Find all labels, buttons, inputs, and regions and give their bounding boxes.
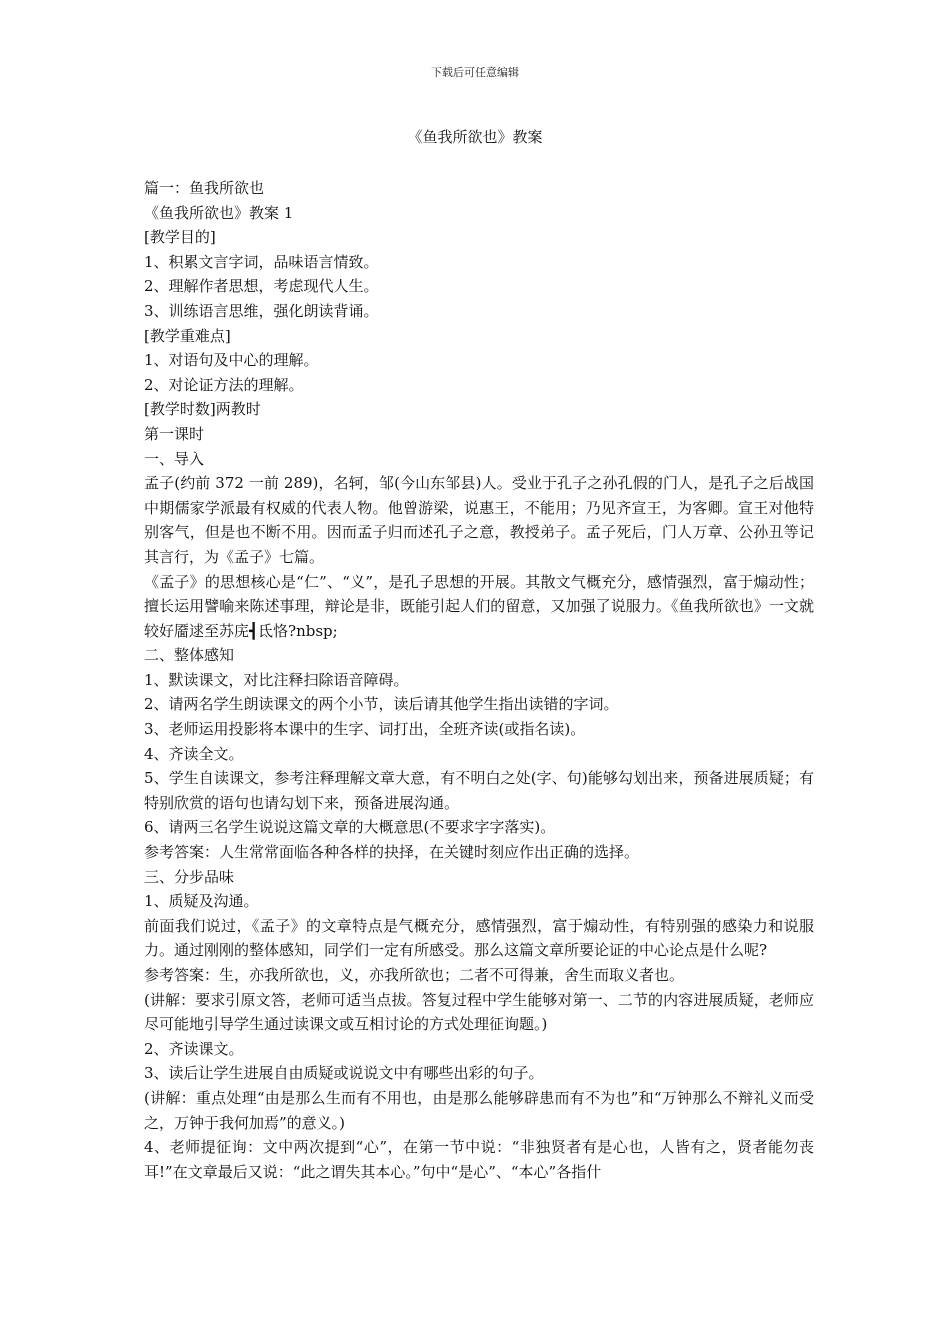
document-body — [144, 176, 814, 1184]
paragraph: 1、默读课文，对比注释扫除语音障碍。 — [144, 670, 409, 689]
paragraph: 1、对语句及中心的理解。 — [144, 351, 319, 370]
paragraph: [教学时数]两教时 — [144, 400, 261, 419]
paragraph: 三、分步品味 — [144, 867, 235, 886]
paragraph: [教学目的] — [144, 228, 216, 247]
paragraph: 4、齐读全文。 — [144, 744, 244, 763]
paragraph: 《孟子》的思想核心是“仁”、“义”，是孔子思想的开展。其散文气概充分，感情强烈，富于煽动性；擅长运用譬喻来陈述事理，辩论是非，既能引起人们的留意，又加强了说服力。《鱼我所欲也》一文就较好靥逑至苏庑┫氐恪?nbsp; — [144, 572, 814, 640]
paragraph: 4、老师提征询：文中两次提到“心”，在第一节中说：“非独贤者有是心也，人皆有之，贤者能勿丧耳!”在文章最后又说：“此之谓失其本心。”句中“是心”、“本心”各指什 — [144, 1138, 814, 1181]
page-header: 下载后可任意编辑 — [431, 66, 519, 79]
paragraph: 3、老师运用投影将本课中的生字、词打出，全班齐读(或指名读)。 — [144, 720, 586, 739]
paragraph: 2、理解作者思想，考虑现代人生。 — [144, 277, 379, 296]
paragraph: 篇一：鱼我所欲也 — [144, 179, 265, 197]
paragraph: 第一课时 — [144, 424, 205, 443]
paragraph: 5、学生自读课文，参考注释理解文章大意，有不明白之处(字、句)能够勾划出来，预备进展质疑；有特别欣赏的语句也请勾划下来，预备进展沟通。 — [144, 769, 814, 812]
paragraph: 3、读后让学生进展自由质疑或说说文中有哪些出彩的句子。 — [144, 1064, 544, 1083]
document-title: 《鱼我所欲也》教案 — [407, 128, 543, 146]
paragraph: 3、训练语言思维，强化朗读背诵。 — [144, 301, 379, 320]
paragraph: 2、对论证方法的理解。 — [144, 375, 304, 394]
paragraph: (讲解：要求引原文答，老师可适当点拔。答复过程中学生能够对第一、二节的内容进展质疑，老师应尽可能地引导学生通过读课文或互相讨论的方式处理征询题。) — [144, 990, 814, 1034]
paragraph: 孟子(约前 372 一前 289)，名轲，邹(今山东邹县)人。受业于孔子之孙孔假的门人，是孔子之后战国中期儒家学派最有权威的代表人物。他曾游梁，说惠王，不能用；乃见齐宣王，为客卿。宣王对他特别客气，但是也不断不用。因而孟子归而述孔子之意，教授弟子。孟子死后，门人万章、公孙丑等记其言行，为《孟子》七篇。 — [144, 474, 814, 566]
paragraph: 1、积累文言字词，品味语言情致。 — [144, 252, 379, 271]
paragraph: 前面我们说过，《孟子》的文章特点是气概充分，感情强烈，富于煽动性，有特别强的感染力和说服力。通过刚刚的整体感知，同学们一定有所感受。那么这篇文章所要论证的中心论点是什么呢? — [144, 916, 814, 960]
paragraph: 2、请两名学生朗读课文的两个小节，读后请其他学生指出读错的字词。 — [144, 695, 619, 714]
paragraph: [教学重难点] — [144, 326, 231, 345]
paragraph: 2、齐读课文。 — [144, 1039, 244, 1058]
paragraph: 6、请两三名学生说说这篇文章的大概意思(不要求字字落实)。 — [144, 818, 556, 837]
paragraph: 参考答案：人生常常面临各种各样的抉择，在关键时刻应作出正确的选择。 — [144, 843, 640, 862]
paragraph: 参考答案：生，亦我所欲也，义，亦我所欲也；二者不可得兼，舍生而取义者也。 — [144, 966, 685, 984]
paragraph: 一、导入 — [144, 449, 205, 468]
paragraph: 二、整体感知 — [144, 646, 235, 665]
paragraph: (讲解：重点处理“由是那么生而有不用也，由是那么能够辟患而有不为也”和“万钟那么不辩礼义而受之，万钟于我何加焉”的意义。) — [144, 1088, 814, 1132]
paragraph: 《鱼我所欲也》教案 1 — [144, 203, 294, 222]
paragraph: 1、质疑及沟通。 — [144, 892, 259, 911]
